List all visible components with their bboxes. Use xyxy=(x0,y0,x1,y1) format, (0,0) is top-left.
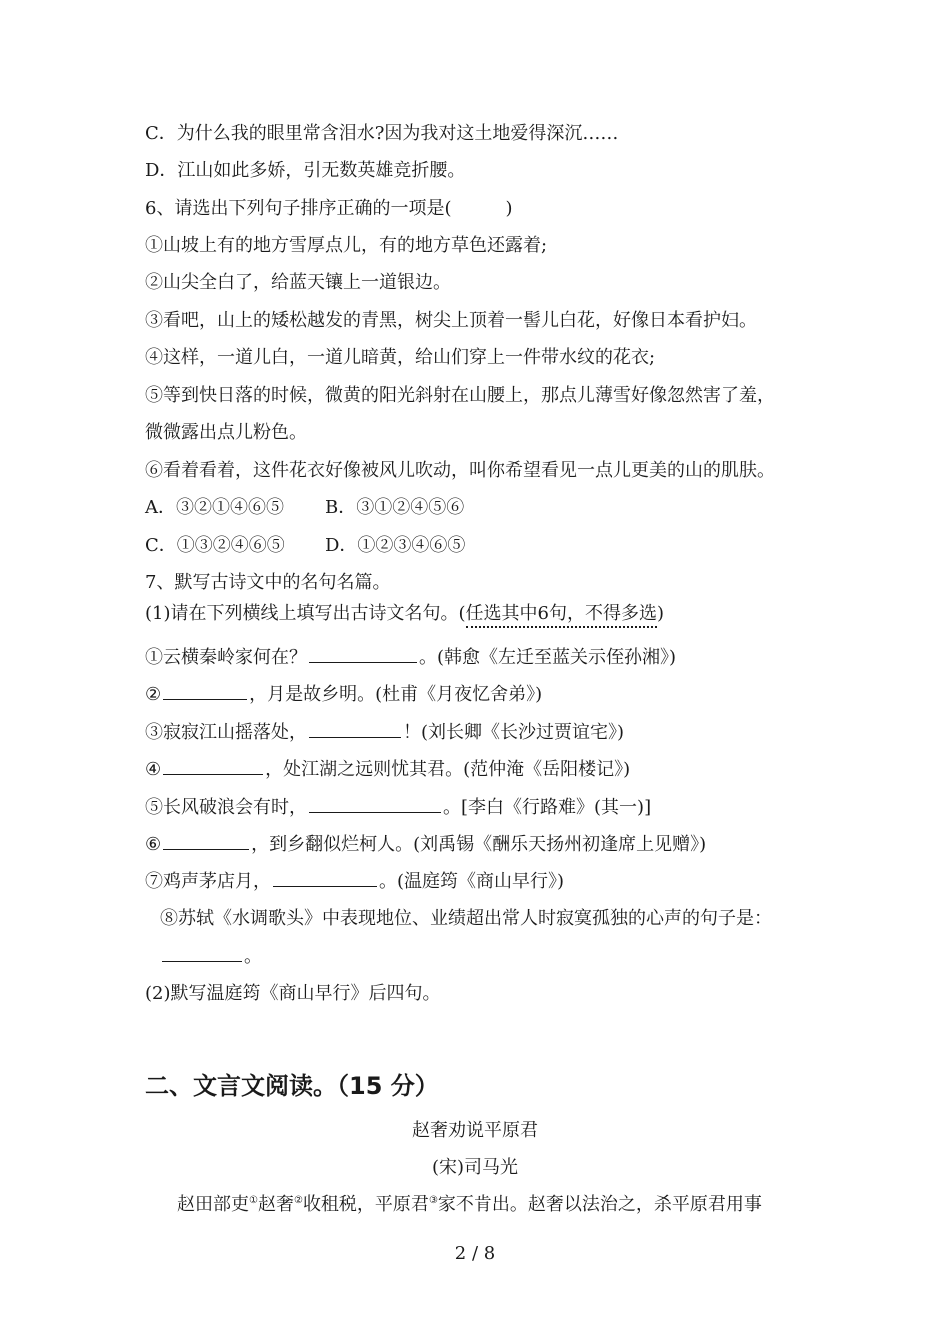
answer-blank-5[interactable] xyxy=(309,795,441,813)
passage-text: 家不肯出。赵奢以法治之，杀平原君用事 xyxy=(437,1194,762,1215)
q7-part1-instruction xyxy=(145,602,664,626)
q7-part1-post: ) xyxy=(656,603,665,624)
q7-line-5-post: 。[李白《行路难》(其一)] xyxy=(443,797,652,818)
answer-blank-3[interactable] xyxy=(309,720,401,738)
answer-blank-2[interactable] xyxy=(163,682,247,700)
passage-text: 收租税，平原君 xyxy=(302,1194,429,1215)
answer-blank-1[interactable] xyxy=(309,645,417,663)
q7-line-2-post: ，月是故乡明。(杜甫《月夜忆舍弟》) xyxy=(249,684,543,705)
q7-part2: (2)默写温庭筠《商山早行》后四句。 xyxy=(145,983,441,1004)
q7-line-3-post: ！(刘长卿《长沙过贾谊宅》) xyxy=(403,722,625,743)
q6-sentence-2: ②山尖全白了，给蓝天镶上一道银边。 xyxy=(145,272,451,293)
q6-option-c: C．①③②④⑥⑤ xyxy=(145,535,285,556)
q7-part1-emphasis: 任选其中6句，不得多选 xyxy=(466,603,657,628)
q7-line-2-pre: ② xyxy=(145,684,162,705)
passage-title: 赵奢劝说平原君 xyxy=(412,1120,538,1141)
q7-line-2 xyxy=(145,682,542,707)
q7-stem: 7、默写古诗文中的名句名篇。 xyxy=(145,572,391,593)
q7-line-1-post: 。(韩愈《左迁至蓝关示侄孙湘》) xyxy=(419,647,677,668)
q7-line-6-pre: ⑥ xyxy=(145,834,162,855)
q7-line-4-pre: ④ xyxy=(145,759,162,780)
q7-line-8: ⑧苏轼《水调歌头》中表现地位、业绩超出常人时寂寞孤独的心声的句子是： xyxy=(160,908,772,929)
q6-sentence-5b: 微微露出点儿粉色。 xyxy=(145,422,307,443)
answer-blank-6[interactable] xyxy=(163,832,249,850)
q6-sentence-5a: ⑤等到快日落的时候，微黄的阳光斜射在山腰上，那点儿薄雪好像忽然害了羞， xyxy=(145,385,775,406)
q5-option-d: D．江山如此多娇，引无数英雄竞折腰。 xyxy=(145,160,466,181)
passage-paragraph xyxy=(177,1193,762,1217)
q7-line-5-pre: ⑤长风破浪会有时， xyxy=(145,797,307,818)
footnote-ref-2: ② xyxy=(293,1195,303,1206)
q7-line-4 xyxy=(145,757,630,782)
q7-line-1 xyxy=(145,645,676,670)
section-heading: 二、文言文阅读。（15 分） xyxy=(145,1072,439,1100)
answer-blank-7[interactable] xyxy=(273,869,377,887)
q7-line-7-pre: ⑦鸡声茅店月， xyxy=(145,871,271,892)
footnote-ref-3: ③ xyxy=(428,1195,438,1206)
q7-line-4-post: ，处江湖之远则忧其君。(范仲淹《岳阳楼记》) xyxy=(265,759,631,780)
passage-author: (宋)司马光 xyxy=(431,1157,519,1178)
page-number: 2 / 8 xyxy=(454,1243,496,1264)
q7-line-7-post: 。(温庭筠《商山早行》) xyxy=(379,871,565,892)
q7-line-5 xyxy=(145,795,651,820)
q7-line-3-pre: ③寂寂江山摇落处， xyxy=(145,722,307,743)
q7-line-1-pre: ①云横秦岭家何在？ xyxy=(145,647,307,668)
q7-line-6-post: ，到乡翻似烂柯人。(刘禹锡《酬乐天扬州初逢席上见赠》) xyxy=(251,834,707,855)
q6-option-a: A．③②①④⑥⑤ xyxy=(145,497,284,518)
q6-stem: 6、请选出下列句子排序正确的一项是( ) xyxy=(145,198,513,219)
answer-blank-8[interactable] xyxy=(162,944,242,962)
q7-line-8-answer xyxy=(160,944,262,969)
q6-sentence-3: ③看吧，山上的矮松越发的青黑，树尖上顶着一髻儿白花，好像日本看护妇。 xyxy=(145,310,757,331)
q7-line-7 xyxy=(145,869,564,894)
q7-line-8-end: 。 xyxy=(244,946,262,967)
passage-text: 赵田部吏 xyxy=(177,1194,249,1215)
q6-sentence-4: ④这样，一道儿白，一道儿暗黄，给山们穿上一件带水纹的花衣; xyxy=(145,347,656,368)
passage-text: 赵奢 xyxy=(257,1194,294,1215)
footnote-ref-1: ① xyxy=(249,1195,258,1206)
q7-line-6 xyxy=(145,832,706,857)
q5-option-c: C．为什么我的眼里常含泪水?因为我对这土地爱得深沉…… xyxy=(145,123,619,144)
q6-sentence-1: ①山坡上有的地方雪厚点儿，有的地方草色还露着; xyxy=(145,235,548,256)
q7-line-3 xyxy=(145,720,624,745)
q6-option-b: B．③①②④⑤⑥ xyxy=(325,497,465,518)
q6-option-d: D．①②③④⑥⑤ xyxy=(325,535,466,556)
answer-blank-4[interactable] xyxy=(163,757,263,775)
q7-part1-pre: (1)请在下列横线上填写出古诗文名句。( xyxy=(145,603,466,624)
q6-sentence-6: ⑥看着看着，这件花衣好像被风儿吹动，叫你希望看见一点儿更美的山的肌肤。 xyxy=(145,460,775,481)
